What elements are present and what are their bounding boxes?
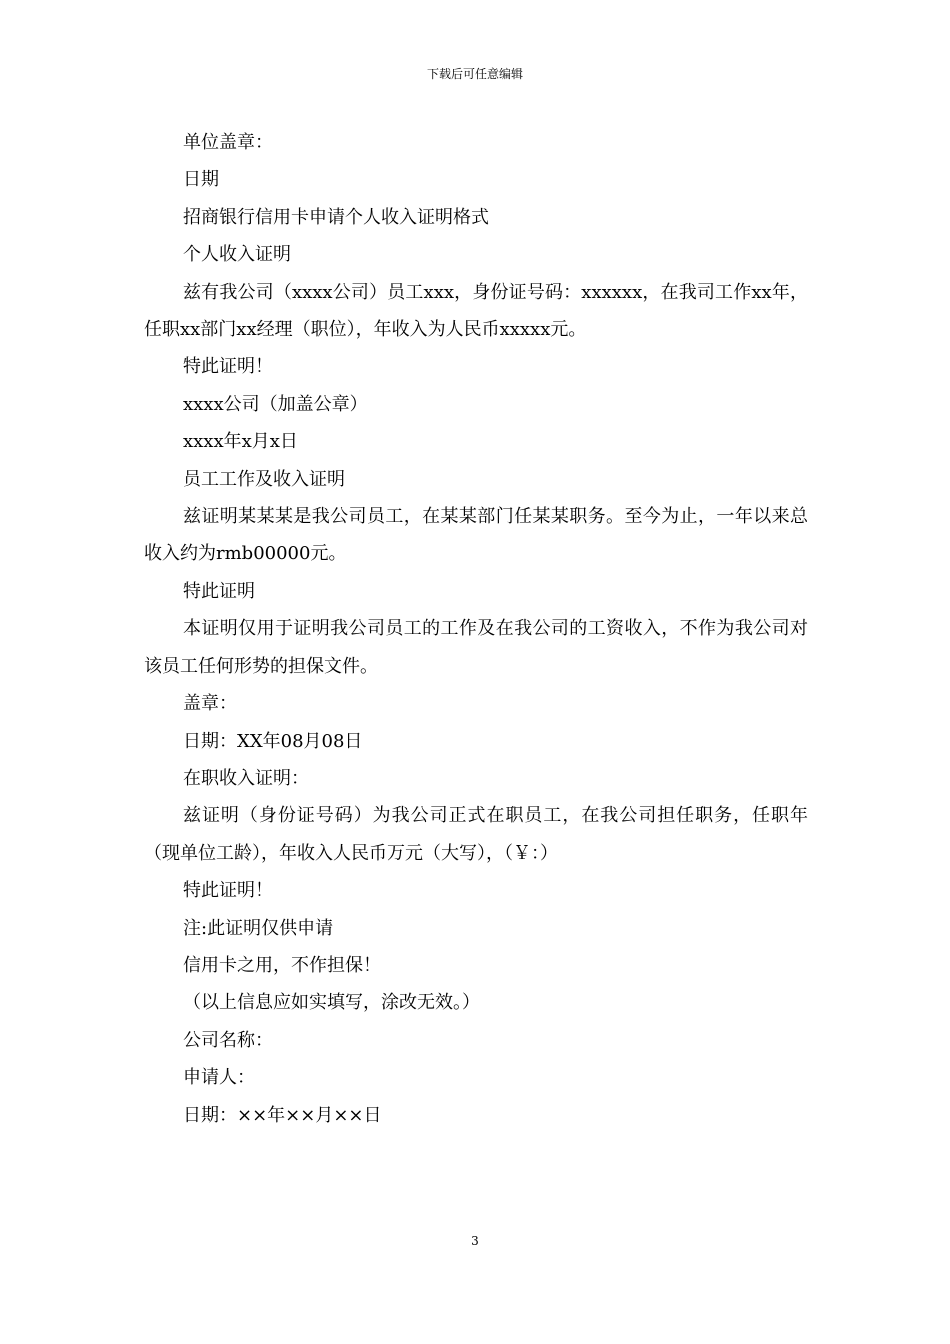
paragraph-company-name: 公司名称：: [183, 1029, 273, 1051]
document-body: [144, 124, 808, 1134]
paragraph-unit-seal: 单位盖章：: [183, 132, 273, 153]
paragraph-cmb-title: 招商银行信用卡申请个人收入证明格式: [183, 206, 489, 228]
paragraph-employee-work-title: 员工工作及收入证明: [183, 468, 345, 490]
paragraph-employee-work-body: 兹证明某某某是我公司员工，在某某部门任某某职务。至今为止，一年以来总收入约为rmb00000元。: [144, 506, 808, 565]
paragraph-fill-truthfully: （以上信息应如实填写，涂改无效。）: [183, 992, 480, 1014]
paragraph-personal-income-body: 兹有我公司（xxxx公司）员工xxx，身份证号码：xxxxxx，在我司工作xx年，任职xx部门xx经理（职位），年收入为人民币xxxxx元。: [144, 281, 808, 341]
page-number: 3: [471, 1234, 479, 1248]
paragraph-final-date: 日期：××年××月××日: [183, 1104, 382, 1126]
paragraph-note: 注:此证明仅供申请: [183, 917, 334, 939]
paragraph-credit-card-use: 信用卡之用，不作担保！: [183, 954, 381, 976]
paragraph-on-job-body: 兹证明（身份证号码）为我公司正式在职员工，在我公司担任职务，任职年（现单位工龄），年收入人民币万元（大写），（￥：）: [144, 805, 808, 864]
paragraph-date-placeholder: xxxx年x月x日: [183, 431, 298, 453]
page-header-note: 下载后可任意编辑: [426, 67, 523, 81]
paragraph-date: 日期: [183, 169, 219, 191]
paragraph-date-filled: 日期：XX年08月08日: [183, 730, 363, 752]
paragraph-disclaimer: 本证明仅用于证明我公司员工的工作及在我公司的工资收入，不作为我公司对该员工任何形势的担保文件。: [144, 618, 808, 677]
paragraph-applicant: 申请人：: [183, 1067, 255, 1089]
paragraph-seal: 盖章：: [183, 693, 237, 715]
paragraph-company-seal: xxxx公司（加盖公章）: [183, 393, 368, 415]
paragraph-certify-3: 特此证明！: [183, 880, 273, 902]
paragraph-personal-income-title: 个人收入证明: [183, 244, 291, 266]
paragraph-certify-2: 特此证明: [183, 580, 255, 602]
paragraph-on-job-title: 在职收入证明：: [183, 767, 309, 789]
paragraph-certify-1: 特此证明！: [183, 356, 273, 378]
